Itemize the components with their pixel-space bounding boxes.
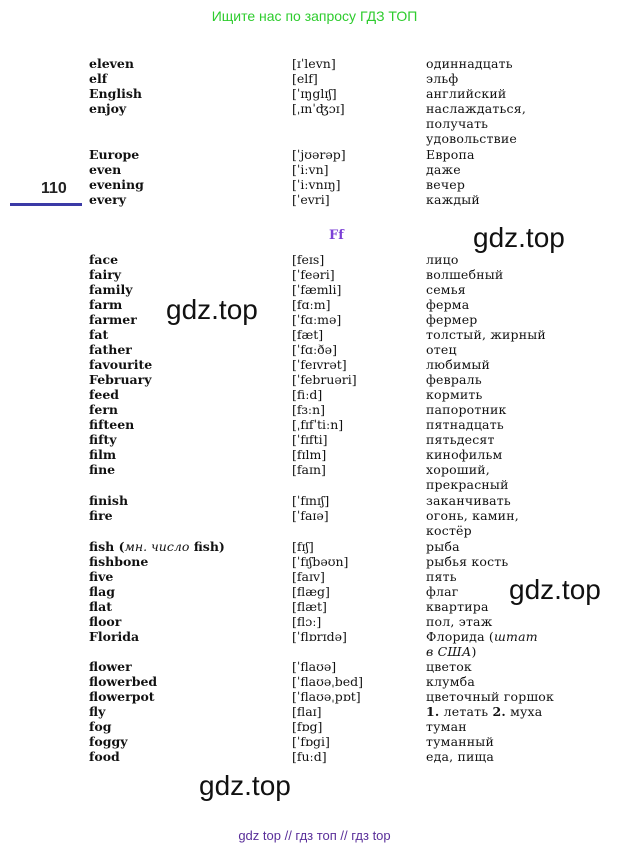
entry-meaning <box>426 629 538 644</box>
entry-transcription: [fuːd] <box>292 749 327 764</box>
entry-meaning: волшебный <box>426 267 504 282</box>
entry-meaning: ферма <box>426 297 470 312</box>
entry-word: food <box>89 749 120 764</box>
entry-transcription: [ˈiːvn] <box>292 162 329 177</box>
entry-meaning-part: штат <box>493 629 538 644</box>
dictionary-entry <box>0 674 629 689</box>
dictionary-entry <box>0 539 629 554</box>
entry-meaning: кормить <box>426 387 483 402</box>
entry-meaning: флаг <box>426 584 459 599</box>
entry-transcription: [ɪˈlevn] <box>292 56 336 71</box>
entry-word: fog <box>89 719 112 734</box>
entry-word: February <box>89 372 152 387</box>
watermark: gdz.top <box>509 574 601 605</box>
dictionary-entry <box>0 116 629 131</box>
dictionary-entry <box>0 252 629 267</box>
entry-word: fine <box>89 462 116 477</box>
section-letter: Ff <box>329 228 344 243</box>
dictionary-entry <box>0 402 629 417</box>
entry-meaning: даже <box>426 162 461 177</box>
entry-meaning: лицо <box>426 252 459 267</box>
entry-transcription: [ˈfɪnɪʃ] <box>292 493 330 508</box>
entry-transcription: [fɪlm] <box>292 447 327 462</box>
dictionary-entry <box>0 508 629 523</box>
entry-word: floor <box>89 614 122 629</box>
entry-word: Florida <box>89 629 140 644</box>
entry-meaning: квартира <box>426 599 489 614</box>
entry-meaning: кинофильм <box>426 447 503 462</box>
entry-transcription: [fɜːn] <box>292 402 326 417</box>
dictionary-entry <box>0 749 629 764</box>
dictionary-entry <box>0 629 629 644</box>
entry-meaning: наслаждаться, <box>426 101 527 116</box>
entry-word: fifty <box>89 432 117 447</box>
entry-meaning: пять <box>426 569 457 584</box>
entry-meaning: прекрасный <box>426 477 509 492</box>
entry-meaning-part: Флорида ( <box>426 629 494 644</box>
entry-word: flag <box>89 584 115 599</box>
entry-transcription: [ˈfɑːðə] <box>292 342 337 357</box>
entry-word: favourite <box>89 357 153 372</box>
entry-meaning: толстый, жирный <box>426 327 546 342</box>
dictionary-entry <box>0 312 629 327</box>
entry-meaning: февраль <box>426 372 482 387</box>
entry-meaning: каждый <box>426 192 480 207</box>
dictionary-entry <box>0 523 629 538</box>
dictionary-entry <box>0 417 629 432</box>
dictionary-entry <box>0 327 629 342</box>
entry-word-part: fish) <box>189 539 225 554</box>
entry-meaning: заканчивать <box>426 493 511 508</box>
entry-meaning: хороший, <box>426 462 490 477</box>
entry-meaning: туманный <box>426 734 494 749</box>
entry-transcription: [flɔː] <box>292 614 322 629</box>
entry-word: evening <box>89 177 144 192</box>
entry-transcription: [ˈflaʊəˌbed] <box>292 674 363 689</box>
entry-meaning: получать <box>426 116 489 131</box>
entry-word: father <box>89 342 132 357</box>
dictionary-entry <box>0 614 629 629</box>
dictionary-entry <box>0 282 629 297</box>
entry-word: flowerpot <box>89 689 155 704</box>
entry-transcription: [ˈflɒrɪdə] <box>292 629 347 644</box>
entry-transcription: [fæt] <box>292 327 324 342</box>
entry-transcription: [ˈiːvnɪŋ] <box>292 177 341 192</box>
entry-word <box>89 539 225 554</box>
dictionary-entry <box>0 719 629 734</box>
dictionary-entry <box>0 342 629 357</box>
watermark: gdz.top <box>473 222 565 253</box>
entry-word: foggy <box>89 734 128 749</box>
dictionary-entry <box>0 357 629 372</box>
footer: gdz top // гдз топ // гдз top <box>238 828 391 843</box>
dictionary-entry <box>0 659 629 674</box>
entry-meaning <box>426 644 477 659</box>
dictionary-entry <box>0 477 629 492</box>
entry-word-part: мн. число <box>124 539 190 554</box>
entry-meaning: Европа <box>426 147 475 162</box>
dictionary-entry <box>0 704 629 719</box>
dictionary-entry <box>0 147 629 162</box>
entry-meaning-part: в США <box>426 644 472 659</box>
watermark: gdz.top <box>166 294 258 325</box>
entry-meaning-part: ) <box>471 644 477 659</box>
entry-word: feed <box>89 387 120 402</box>
entry-word: flowerbed <box>89 674 158 689</box>
entry-transcription: [ˈfebruəri] <box>292 372 357 387</box>
entry-meaning: отец <box>426 342 457 357</box>
entry-meaning: вечер <box>426 177 466 192</box>
entry-transcription: [ˈfeəri] <box>292 267 335 282</box>
entry-word: finish <box>89 493 129 508</box>
dictionary-entry <box>0 372 629 387</box>
dictionary-entry <box>0 554 629 569</box>
dictionary-entry <box>0 71 629 86</box>
entry-meaning: рыбья кость <box>426 554 509 569</box>
entry-meaning-part: 2. <box>492 704 506 719</box>
entry-meaning: пятнадцать <box>426 417 504 432</box>
dictionary-entry <box>0 267 629 282</box>
dictionary-entry <box>0 56 629 71</box>
dictionary-entry <box>0 177 629 192</box>
entry-meaning-part: 1. <box>426 704 440 719</box>
entry-meaning-part: муха <box>505 704 543 719</box>
top-banner: Ищите нас по запросу ГДЗ ТОП <box>211 8 418 24</box>
entry-meaning: цветочный горшок <box>426 689 554 704</box>
entry-transcription: [fɒg] <box>292 719 323 734</box>
page-number: 110 <box>41 180 67 197</box>
entry-word-part: fish ( <box>89 539 125 554</box>
entry-meaning: огонь, камин, <box>426 508 519 523</box>
entry-word: fern <box>89 402 119 417</box>
entry-meaning: пятьдесят <box>426 432 495 447</box>
entry-transcription: [ˈfeɪvrət] <box>292 357 347 372</box>
entry-meaning: любимый <box>426 357 491 372</box>
entry-meaning <box>426 704 542 719</box>
entry-word: fifteen <box>89 417 135 432</box>
dictionary-entry <box>0 86 629 101</box>
dictionary-entry <box>0 689 629 704</box>
entry-word: flower <box>89 659 132 674</box>
entry-transcription: [ˈɪŋglɪʃ] <box>292 86 337 101</box>
entry-word: farmer <box>89 312 137 327</box>
entry-transcription: [ˈfæmli] <box>292 282 342 297</box>
entry-meaning: клумба <box>426 674 476 689</box>
entry-transcription: [ˈflaʊəˌpɒt] <box>292 689 361 704</box>
entry-word: even <box>89 162 122 177</box>
entry-meaning: костёр <box>426 523 472 538</box>
entry-word: flat <box>89 599 112 614</box>
dictionary-entry <box>0 387 629 402</box>
entry-word: film <box>89 447 117 462</box>
dictionary-entry <box>0 162 629 177</box>
entry-transcription: [feɪs] <box>292 252 325 267</box>
entry-transcription: [ˈflaʊə] <box>292 659 337 674</box>
entry-transcription: [ˈfɑːmə] <box>292 312 342 327</box>
dictionary-entry <box>0 447 629 462</box>
entry-word: eleven <box>89 56 134 71</box>
entry-meaning: папоротник <box>426 402 507 417</box>
dictionary-entry <box>0 297 629 312</box>
dictionary-entry <box>0 432 629 447</box>
entry-word: elf <box>89 71 108 86</box>
entry-transcription: [ˈevri] <box>292 192 330 207</box>
entry-meaning: фермер <box>426 312 478 327</box>
entry-transcription: [faɪn] <box>292 462 326 477</box>
entry-word: family <box>89 282 133 297</box>
entry-word: fly <box>89 704 106 719</box>
entry-transcription: [flæt] <box>292 599 327 614</box>
entry-meaning: пол, этаж <box>426 614 493 629</box>
entry-transcription: [flæg] <box>292 584 330 599</box>
entry-transcription: [ˈfɒgi] <box>292 734 330 749</box>
entry-transcription: [elf] <box>292 71 318 86</box>
entry-transcription: [flaɪ] <box>292 704 322 719</box>
entry-meaning: английский <box>426 86 507 101</box>
dictionary-entry <box>0 192 629 207</box>
entry-meaning: эльф <box>426 71 459 86</box>
entry-word: fat <box>89 327 109 342</box>
entry-transcription: [faɪv] <box>292 569 325 584</box>
dictionary-entry <box>0 101 629 116</box>
entry-word: enjoy <box>89 101 127 116</box>
entry-meaning-part: летать <box>439 704 493 719</box>
entry-meaning: цветок <box>426 659 472 674</box>
entry-transcription: [fɑːm] <box>292 297 331 312</box>
entry-transcription: [ˈfɪʃbəʊn] <box>292 554 349 569</box>
entry-word: English <box>89 86 142 101</box>
entry-meaning: туман <box>426 719 467 734</box>
entry-word: farm <box>89 297 123 312</box>
entry-word: fairy <box>89 267 122 282</box>
entry-word: fishbone <box>89 554 149 569</box>
entry-transcription: [ˌfɪfˈtiːn] <box>292 417 344 432</box>
dictionary-entry <box>0 462 629 477</box>
entry-transcription: [fɪʃ] <box>292 539 314 554</box>
entry-word: fire <box>89 508 113 523</box>
entry-transcription: [fiːd] <box>292 387 323 402</box>
entry-transcription: [ˈfaɪə] <box>292 508 329 523</box>
watermark: gdz.top <box>199 770 291 801</box>
entry-word: face <box>89 252 119 267</box>
entry-word: Europe <box>89 147 140 162</box>
dictionary-entry <box>0 493 629 508</box>
entry-meaning: семья <box>426 282 466 297</box>
entry-meaning: еда, пища <box>426 749 495 764</box>
entry-word: every <box>89 192 127 207</box>
entry-transcription: [ˈfɪfti] <box>292 432 328 447</box>
dictionary-entry <box>0 734 629 749</box>
entry-transcription: [ˌɪnˈʤɔɪ] <box>292 101 345 116</box>
entry-word: five <box>89 569 114 584</box>
entry-meaning: рыба <box>426 539 460 554</box>
dictionary-entry <box>0 644 629 659</box>
entry-meaning: одиннадцать <box>426 56 513 71</box>
dictionary-entry <box>0 131 629 146</box>
entry-meaning: удовольствие <box>426 131 517 146</box>
entry-transcription: [ˈjʊərəp] <box>292 147 346 162</box>
